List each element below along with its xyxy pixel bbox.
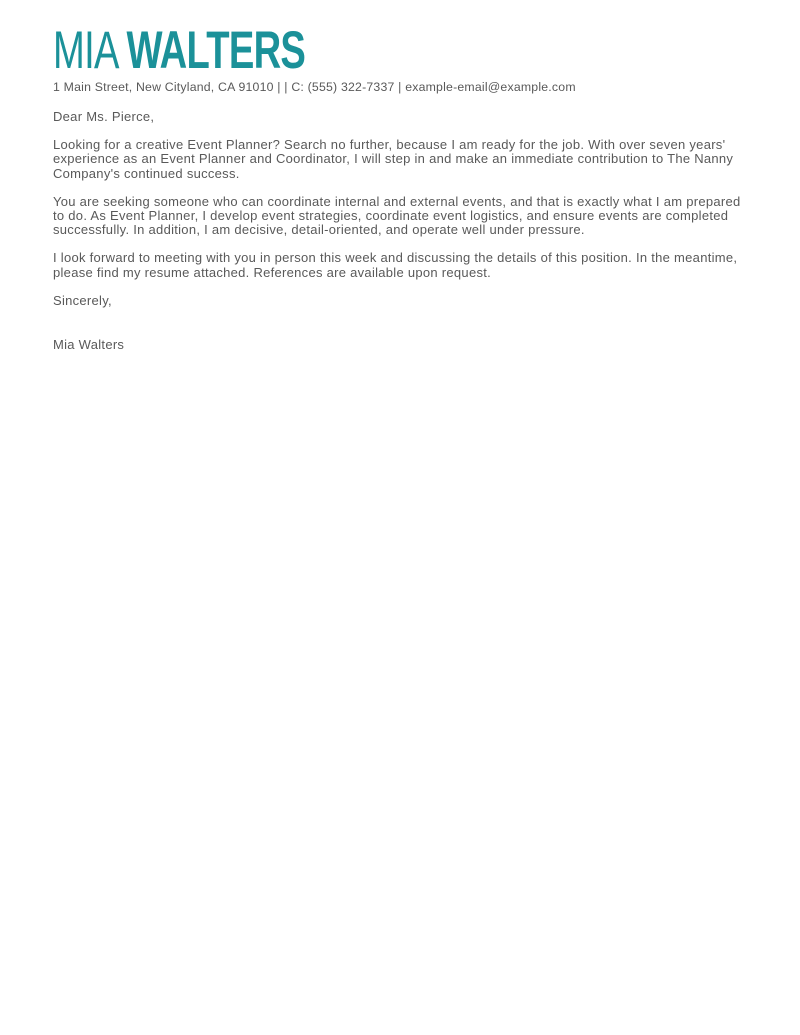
contact-line xyxy=(53,81,745,94)
letter-body xyxy=(53,110,745,352)
last-name-text: WALTERS xyxy=(126,21,306,80)
contact-email: example-email@example.com xyxy=(405,80,576,94)
body-paragraph: Looking for a creative Event Planner? Search no further, because I am ready for the job. With over seven years' experience as an Event Planner and Coordinator, I will step in and make an immediate contribution to The Nanny Company's continued success. xyxy=(53,137,734,181)
signature: Mia Walters xyxy=(53,337,125,353)
closing: Sincerely, xyxy=(53,292,112,308)
body-paragraph: I look forward to meeting with you in person this week and discussing the details of this position. In the meantime, please find my resume attached. References are available upon request. xyxy=(53,250,738,280)
contact-phone: C: (555) 322-7337 xyxy=(291,80,395,94)
separator: | xyxy=(398,80,402,94)
salutation: Dear Ms. Pierce, xyxy=(53,109,155,124)
first-name-text: MIA xyxy=(53,21,117,80)
contact-address: 1 Main Street, New Cityland, CA 91010 xyxy=(53,80,274,94)
page-title xyxy=(53,21,551,80)
separator: | | xyxy=(277,80,288,94)
body-paragraph: You are seeking someone who can coordinate internal and external events, and that is exactly what I am prepared to do. As Event Planner, I develop event strategies, coordinate event logistics, and ensure events are completed successfully. In addition, I am decisive, detail-oriented, and operate well under pressure. xyxy=(53,193,741,238)
